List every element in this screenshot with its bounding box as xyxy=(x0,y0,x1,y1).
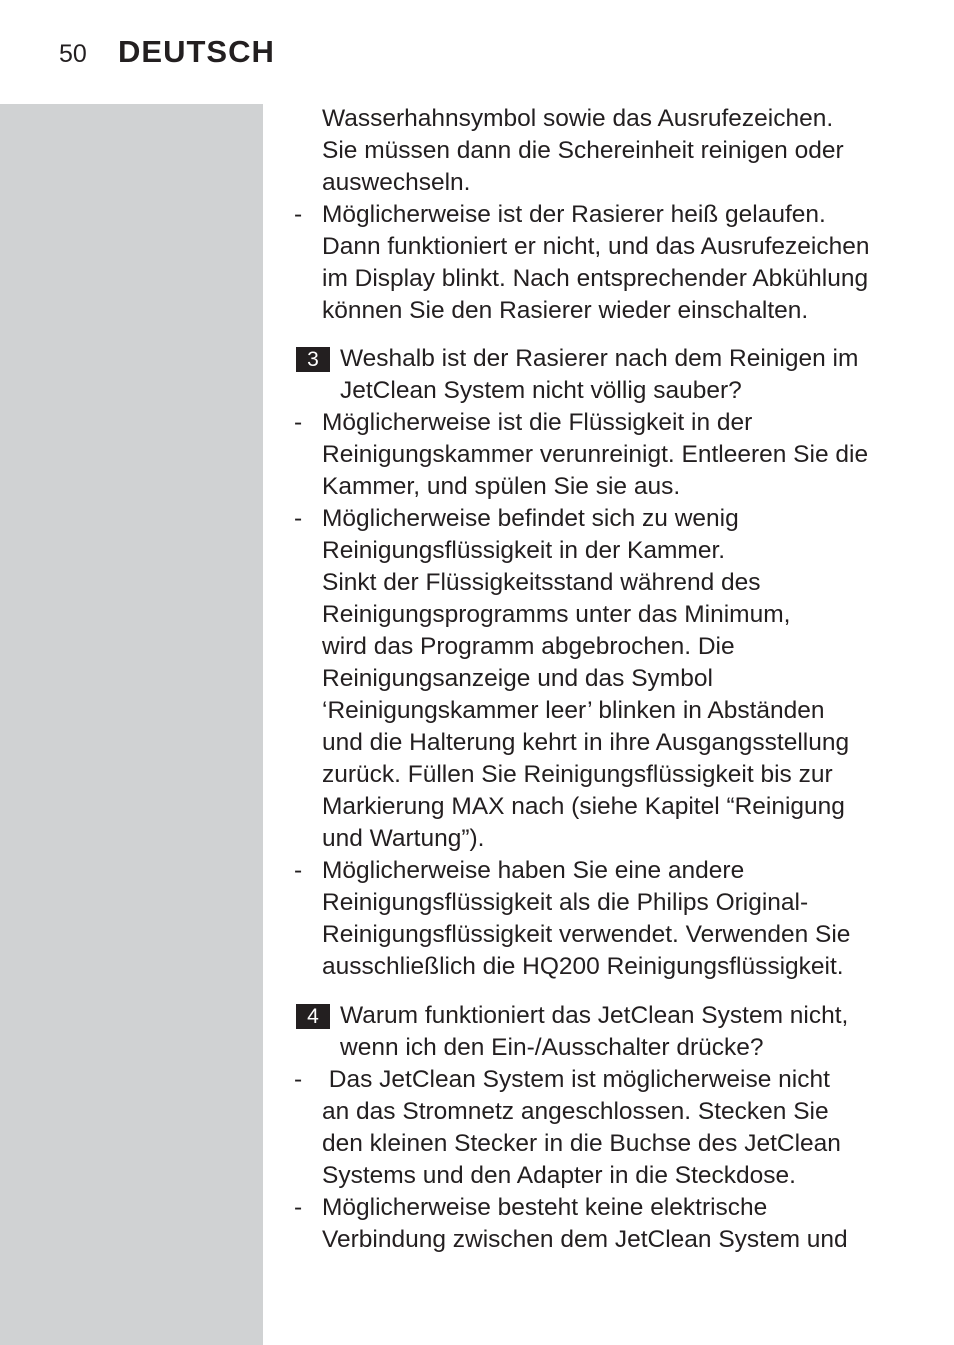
text-line: Dann funktioniert er nicht, und das Ausrufezeichen xyxy=(322,233,870,260)
text-line: Systems und den Adapter in die Steckdose. xyxy=(322,1162,796,1189)
section-title: DEUTSCH xyxy=(118,34,275,69)
text-line: Das JetClean System ist möglicherweise nicht xyxy=(322,1066,830,1093)
text-line: Markierung MAX nach (siehe Kapitel “Reinigung xyxy=(322,793,845,820)
text-line: zurück. Füllen Sie Reinigungsflüssigkeit bis zur xyxy=(322,761,833,788)
text-line: können Sie den Rasierer wieder einschalten. xyxy=(322,297,809,324)
bullet-dash: - xyxy=(294,1194,303,1221)
text-line: Wasserhahnsymbol sowie das Ausrufezeichen. xyxy=(322,105,834,132)
text-line: Sinkt der Flüssigkeitsstand während des xyxy=(322,569,761,596)
text-line: Verbindung zwischen dem JetClean System und xyxy=(322,1226,848,1253)
bullet-dash: - xyxy=(294,505,303,532)
text-line: Möglicherweise haben Sie eine andere xyxy=(322,857,745,884)
text-line: Reinigungsprogramms unter das Minimum, xyxy=(322,601,791,628)
text-line: Reinigungskammer verunreinigt. Entleeren Sie die xyxy=(322,441,869,468)
text-line: Reinigungsflüssigkeit als die Philips Original- xyxy=(322,889,809,916)
page-number: 50 xyxy=(59,40,87,68)
text-line: Reinigungsanzeige und das Symbol xyxy=(322,665,713,692)
question-text-line: JetClean System nicht völlig sauber? xyxy=(340,377,742,404)
text-line: ausschließlich die HQ200 Reinigungsflüssigkeit. xyxy=(322,953,844,980)
bullet-dash: - xyxy=(294,857,303,884)
text-line: den kleinen Stecker in die Buchse des JetClean xyxy=(322,1130,841,1157)
text-line: im Display blinkt. Nach entsprechender Abkühlung xyxy=(322,265,869,292)
bullet-dash: - xyxy=(294,201,303,228)
question-number-badge: 3 xyxy=(296,347,330,372)
text-line: Möglicherweise befindet sich zu wenig xyxy=(322,505,739,532)
text-line: Kammer, und spülen Sie sie aus. xyxy=(322,473,681,500)
text-line: und die Halterung kehrt in ihre Ausgangsstellung xyxy=(322,729,850,756)
text-line: auswechseln. xyxy=(322,169,471,196)
bullet-dash: - xyxy=(294,1066,303,1093)
question-number-badge: 4 xyxy=(296,1004,330,1029)
text-line: ‘Reinigungskammer leer’ blinken in Abständen xyxy=(322,697,825,724)
question-text-line: wenn ich den Ein-/Ausschalter drücke? xyxy=(340,1034,764,1061)
gray-sidebar xyxy=(0,104,263,1345)
bullet-dash: - xyxy=(294,409,303,436)
text-line: Möglicherweise besteht keine elektrische xyxy=(322,1194,768,1221)
text-line: an das Stromnetz angeschlossen. Stecken Sie xyxy=(322,1098,829,1125)
text-line: und Wartung”). xyxy=(322,825,485,852)
text-line: Reinigungsflüssigkeit in der Kammer. xyxy=(322,537,726,564)
text-line: Möglicherweise ist die Flüssigkeit in der xyxy=(322,409,753,436)
question-text-line: Warum funktioniert das JetClean System nicht, xyxy=(340,1002,849,1029)
text-line: Möglicherweise ist der Rasierer heiß gelaufen. xyxy=(322,201,826,228)
text-line: wird das Programm abgebrochen. Die xyxy=(322,633,735,660)
text-line: Sie müssen dann die Schereinheit reinigen oder xyxy=(322,137,844,164)
text-line: Reinigungsflüssigkeit verwendet. Verwenden Sie xyxy=(322,921,851,948)
question-text-line: Weshalb ist der Rasierer nach dem Reinigen im xyxy=(340,345,859,372)
